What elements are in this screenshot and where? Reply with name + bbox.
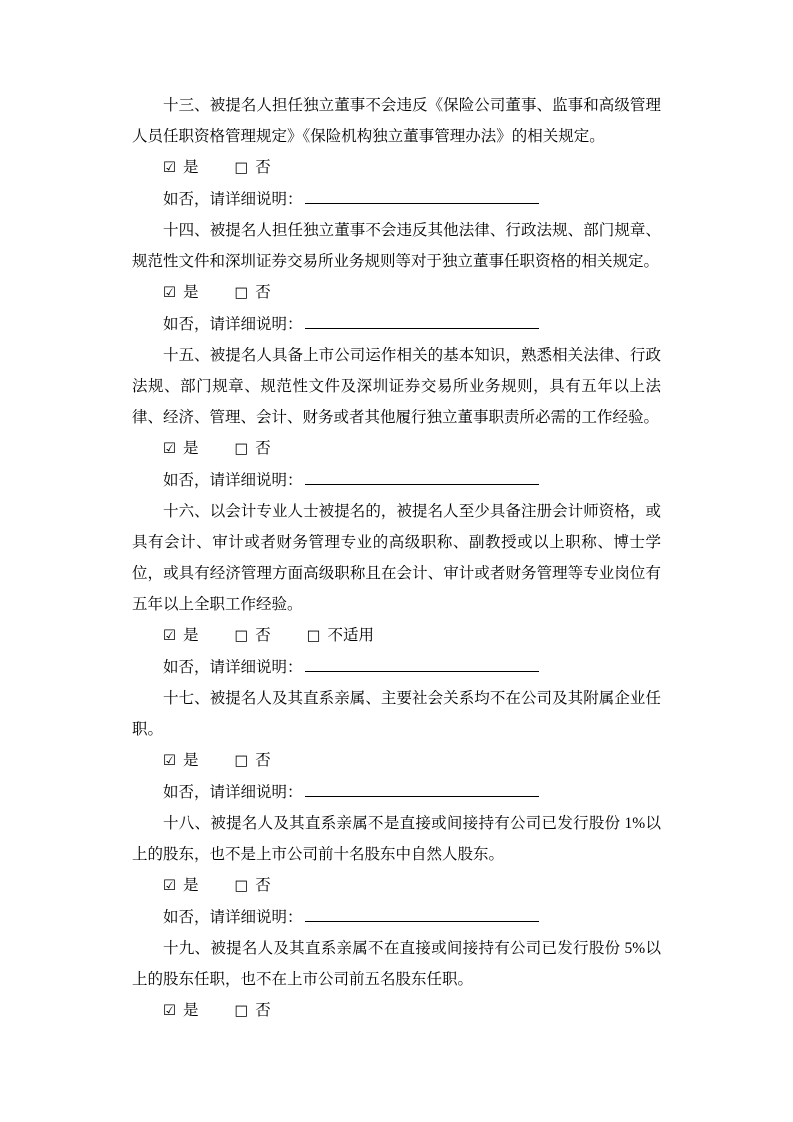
detail-blank-field[interactable] (305, 657, 539, 672)
item-options (132, 620, 661, 652)
checkbox-option[interactable] (235, 620, 271, 652)
checkbox-checked-icon[interactable]: ☑ (163, 441, 176, 457)
detail-blank-field[interactable] (305, 314, 539, 329)
checkbox-option[interactable] (235, 152, 271, 184)
checkbox-label: 是 (183, 877, 199, 894)
item-text: 十八、被提名人及其直系亲属不是直接或间接持有公司已发行股份 1%以上的股东，也不是上市公司前十名股东中自然人股东。 (132, 815, 661, 863)
checkbox-option[interactable] (235, 433, 271, 465)
checkbox-label: 否 (255, 877, 271, 894)
item-text: 十九、被提名人及其直系亲属不在直接或间接持有公司已发行股份 5%以上的股东任职，也不在上市公司前五名股东任职。 (132, 940, 661, 988)
checkbox-label: 是 (183, 284, 199, 301)
checkbox-option[interactable] (235, 995, 271, 1027)
form-item-1 (132, 90, 661, 215)
item-detail (132, 465, 661, 496)
item-options (132, 152, 661, 184)
checkbox-checked-icon[interactable]: ☑ (163, 160, 176, 176)
checkbox-label: 否 (255, 159, 271, 176)
item-text: 十四、被提名人担任独立董事不会违反其他法律、行政法规、部门规章、规范性文件和深圳证券交易所业务规则等对于独立董事任职资格的相关规定。 (132, 222, 661, 270)
checkbox-label: 是 (183, 1002, 199, 1019)
detail-blank-field[interactable] (305, 470, 539, 485)
form-item-7 (132, 933, 661, 1027)
item-options (132, 870, 661, 902)
checkbox-label: 不适用 (327, 627, 374, 644)
form-item-2 (132, 215, 661, 340)
checkbox-option[interactable] (163, 277, 199, 309)
item-detail (132, 902, 661, 933)
checkbox-unchecked-icon[interactable]: □ (234, 160, 249, 176)
item-detail (132, 309, 661, 340)
detail-blank-field[interactable] (305, 189, 539, 204)
detail-label: 如否，请详细说明： (163, 191, 303, 208)
checkbox-option[interactable] (163, 870, 199, 902)
item-options (132, 745, 661, 777)
checkbox-option[interactable] (163, 745, 199, 777)
checkbox-unchecked-icon[interactable]: □ (234, 753, 249, 769)
item-options (132, 433, 661, 465)
item-text: 十五、被提名人具备上市公司运作相关的基本知识，熟悉相关法律、行政法规、部门规章、规范性文件及深圳证券交易所业务规则，具有五年以上法律、经济、管理、会计、财务或者其他履行独立董事职责所必需的工作经验。 (132, 347, 661, 426)
checkbox-label: 否 (255, 627, 271, 644)
checkbox-unchecked-icon[interactable]: □ (234, 628, 249, 644)
item-detail (132, 777, 661, 808)
checkbox-option[interactable] (163, 433, 199, 465)
checkbox-option[interactable] (163, 620, 199, 652)
checkbox-label: 是 (183, 627, 199, 644)
detail-label: 如否，请详细说明： (163, 659, 303, 676)
form-item-6 (132, 808, 661, 933)
item-options (132, 277, 661, 309)
item-detail (132, 184, 661, 215)
checkbox-label: 是 (183, 159, 199, 176)
checkbox-unchecked-icon[interactable]: □ (234, 285, 249, 301)
form-item-4 (132, 496, 661, 683)
checkbox-label: 否 (255, 284, 271, 301)
item-text: 十六、以会计专业人士被提名的，被提名人至少具备注册会计师资格，或具有会计、审计或者财务管理专业的高级职称、副教授或以上职称、博士学位，或具有经济管理方面高级职称且在会计、审计或者财务管理等专业岗位有五年以上全职工作经验。 (132, 503, 661, 613)
detail-label: 如否，请详细说明： (163, 909, 303, 926)
checkbox-checked-icon[interactable]: ☑ (163, 753, 176, 769)
checkbox-unchecked-icon[interactable]: □ (234, 441, 249, 457)
item-options (132, 995, 661, 1027)
form-item-5 (132, 683, 661, 808)
checkbox-label: 否 (255, 1002, 271, 1019)
checkbox-option[interactable] (163, 995, 199, 1027)
checkbox-option[interactable] (235, 870, 271, 902)
detail-label: 如否，请详细说明： (163, 472, 303, 489)
checkbox-option[interactable] (307, 620, 374, 652)
checkbox-label: 是 (183, 440, 199, 457)
detail-blank-field[interactable] (305, 782, 539, 797)
checkbox-option[interactable] (235, 745, 271, 777)
checkbox-unchecked-icon[interactable]: □ (306, 628, 321, 644)
checkbox-option[interactable] (163, 152, 199, 184)
checkbox-checked-icon[interactable]: ☑ (163, 285, 176, 301)
checkbox-checked-icon[interactable]: ☑ (163, 628, 176, 644)
detail-label: 如否，请详细说明： (163, 316, 303, 333)
item-text: 十三、被提名人担任独立董事不会违反《保险公司董事、监事和高级管理人员任职资格管理规定》《保险机构独立董事管理办法》的相关规定。 (132, 97, 661, 145)
checkbox-checked-icon[interactable]: ☑ (163, 878, 176, 894)
checkbox-label: 是 (183, 752, 199, 769)
checkbox-unchecked-icon[interactable]: □ (234, 878, 249, 894)
item-text: 十七、被提名人及其直系亲属、主要社会关系均不在公司及其附属企业任职。 (132, 690, 661, 738)
checkbox-unchecked-icon[interactable]: □ (234, 1003, 249, 1019)
checkbox-label: 否 (255, 752, 271, 769)
checkbox-label: 否 (255, 440, 271, 457)
checkbox-checked-icon[interactable]: ☑ (163, 1003, 176, 1019)
document-content (132, 90, 661, 1027)
detail-blank-field[interactable] (305, 907, 539, 922)
item-detail (132, 652, 661, 683)
checkbox-option[interactable] (235, 277, 271, 309)
form-item-3 (132, 340, 661, 496)
detail-label: 如否，请详细说明： (163, 784, 303, 801)
